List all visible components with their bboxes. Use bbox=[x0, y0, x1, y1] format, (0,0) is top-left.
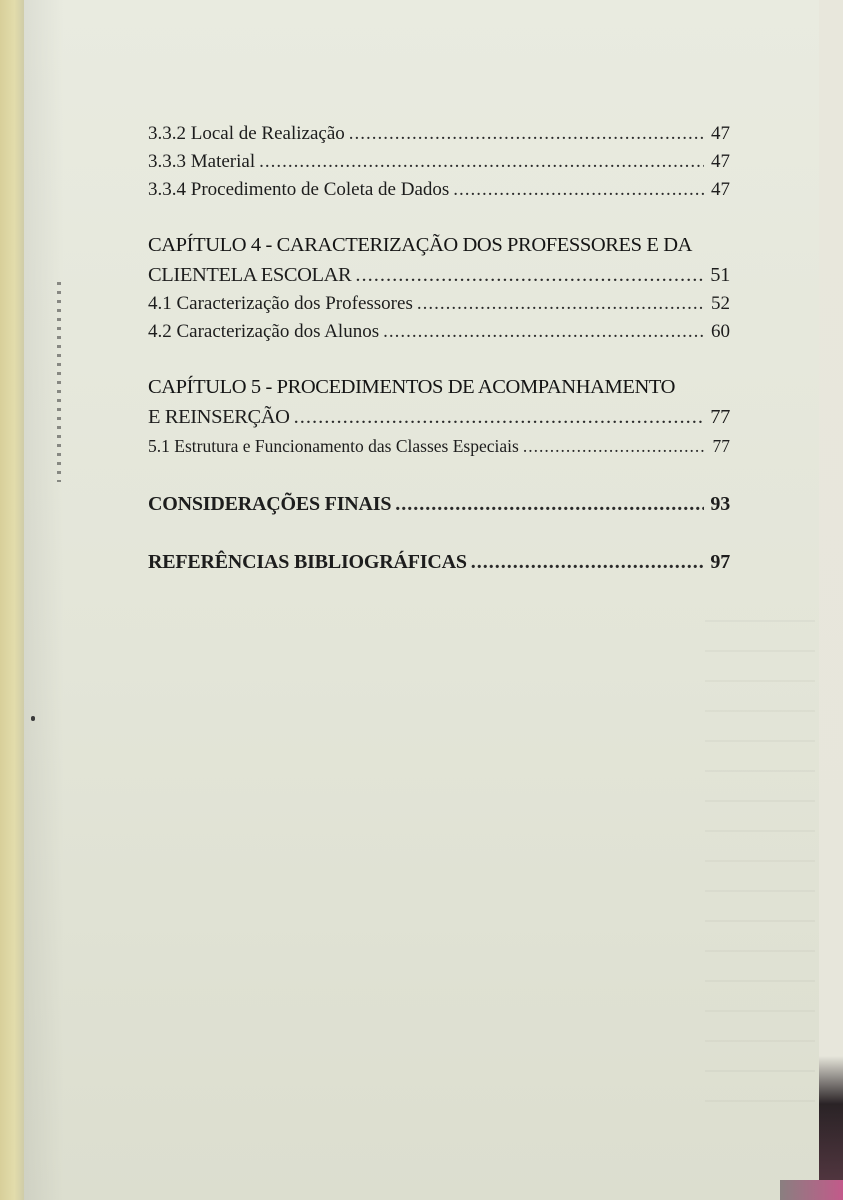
toc-entry-page: 93 bbox=[710, 493, 730, 515]
toc-entry-label: CLIENTELA ESCOLAR bbox=[148, 264, 352, 286]
toc-chapter-5 bbox=[148, 402, 730, 432]
toc-entry-3-3-2 bbox=[148, 120, 730, 148]
toc-entry-page: 51 bbox=[710, 264, 730, 286]
dot-leader bbox=[471, 548, 704, 576]
page-gutter-shadow bbox=[24, 0, 64, 1200]
dot-leader bbox=[523, 432, 704, 460]
toc-entry-page: 47 bbox=[711, 123, 730, 144]
table-of-contents bbox=[148, 120, 730, 576]
toc-final-considerations bbox=[148, 490, 730, 518]
toc-entry-page: 77 bbox=[712, 436, 730, 456]
book-edge-right bbox=[819, 0, 843, 1200]
toc-entry-label: 5.1 Estrutura e Funcionamento das Classes Especiais bbox=[148, 436, 519, 456]
dot-leader bbox=[395, 490, 704, 518]
binding-marks bbox=[57, 282, 61, 482]
toc-entry-3-3-4 bbox=[148, 176, 730, 204]
toc-entry-label: 4.2 Caracterização dos Alunos bbox=[148, 321, 380, 342]
toc-entry-label: REFERÊNCIAS BIBLIOGRÁFICAS bbox=[148, 551, 467, 573]
show-through-text bbox=[705, 620, 815, 1120]
toc-entry-page: 77 bbox=[710, 406, 730, 428]
toc-entry-label: 4.1 Caracterização dos Professores bbox=[148, 293, 413, 314]
toc-chapter-4 bbox=[148, 260, 730, 290]
toc-entry-label: E REINSERÇÃO bbox=[148, 406, 290, 428]
book-cover-corner bbox=[780, 1180, 843, 1200]
toc-entry-3-3-3 bbox=[148, 148, 730, 176]
toc-entry-label: 3.3.2 Local de Realização bbox=[148, 123, 345, 144]
toc-chapter-5-title: CAPÍTULO 5 - PROCEDIMENTOS DE ACOMPANHAMENTO bbox=[148, 376, 676, 398]
dot-leader bbox=[417, 290, 704, 318]
toc-entry-label: CONSIDERAÇÕES FINAIS bbox=[148, 493, 392, 515]
toc-entry-label: 3.3.4 Procedimento de Coleta de Dados bbox=[148, 179, 450, 200]
toc-entry-4-2 bbox=[148, 318, 730, 346]
toc-entry-page: 60 bbox=[711, 321, 730, 342]
dot-leader bbox=[453, 176, 704, 204]
toc-entry-5-1 bbox=[148, 432, 730, 460]
dot-leader bbox=[383, 318, 704, 346]
book-edge-left bbox=[0, 0, 24, 1200]
binding-dot bbox=[31, 716, 35, 721]
toc-chapter-4-title: CAPÍTULO 4 - CARACTERIZAÇÃO DOS PROFESSORES E DA bbox=[148, 234, 693, 256]
toc-entry-label: 3.3.3 Material bbox=[148, 151, 256, 172]
dot-leader bbox=[259, 148, 704, 176]
toc-entry-4-1 bbox=[148, 290, 730, 318]
dot-leader bbox=[355, 260, 704, 290]
dot-leader bbox=[349, 120, 704, 148]
toc-entry-page: 97 bbox=[710, 551, 730, 573]
toc-entry-page: 47 bbox=[711, 151, 730, 172]
toc-entry-page: 47 bbox=[711, 179, 730, 200]
toc-references bbox=[148, 548, 730, 576]
dot-leader bbox=[294, 402, 704, 432]
toc-entry-page: 52 bbox=[711, 293, 730, 314]
